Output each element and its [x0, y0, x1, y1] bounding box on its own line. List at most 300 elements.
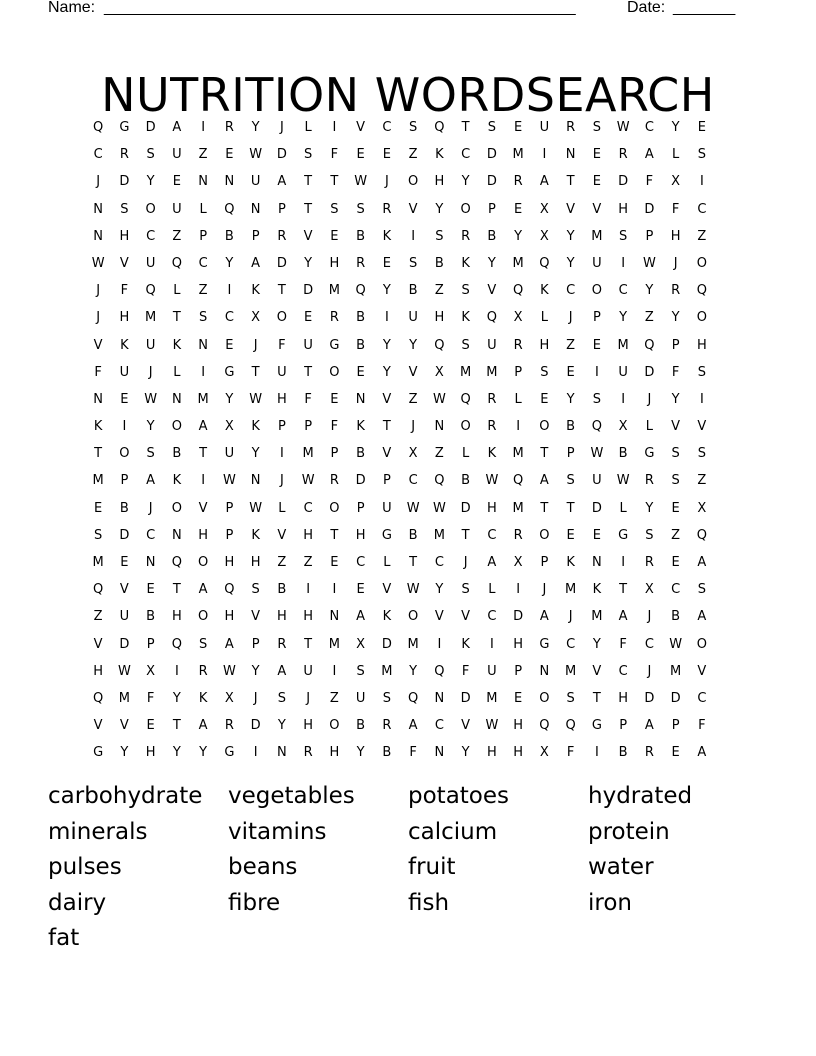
grid-cell: Q — [644, 337, 655, 353]
grid-cell: R — [329, 473, 339, 489]
grid-cell: F — [146, 690, 155, 706]
grid-cell: Q — [224, 201, 235, 217]
grid-cell: M — [670, 663, 682, 679]
grid-cell: S — [382, 690, 391, 706]
grid-cell: I — [699, 391, 704, 407]
grid-cell: M — [433, 527, 445, 543]
grid-cell: S — [540, 364, 549, 380]
grid-cell: P — [356, 500, 365, 516]
grid-cell: M — [145, 310, 157, 326]
grid-cell: O — [276, 310, 287, 326]
word-list — [48, 780, 768, 958]
grid-cell: S — [277, 690, 286, 706]
grid-cell: W — [249, 391, 263, 407]
grid-cell: S — [592, 391, 601, 407]
grid-cell: R — [382, 201, 392, 217]
grid-cell: V — [566, 201, 576, 217]
grid-cell: Z — [408, 147, 418, 163]
grid-cell: S — [461, 283, 470, 299]
grid-cell: K — [251, 527, 260, 543]
grid-cell: A — [408, 718, 418, 734]
grid-cell: U — [145, 337, 156, 353]
grid-cell: G — [329, 337, 340, 353]
grid-row — [85, 413, 733, 440]
grid-cell: G — [591, 718, 602, 734]
grid-cell: P — [671, 718, 680, 734]
grid-cell: R — [277, 636, 287, 652]
grid-row — [85, 359, 733, 386]
grid-cell: B — [356, 446, 366, 462]
grid-cell: J — [384, 174, 389, 190]
grid-cell: V — [697, 419, 707, 435]
grid-cell: X — [539, 201, 549, 217]
grid-cell: W — [406, 582, 420, 598]
grid-cell: O — [171, 500, 182, 516]
grid-cell: G — [93, 745, 104, 761]
grid-cell: C — [146, 228, 156, 244]
grid-cell: L — [672, 147, 680, 163]
grid-cell: N — [224, 174, 235, 190]
grid-cell: A — [644, 718, 654, 734]
grid-cell: J — [253, 690, 258, 706]
grid-cell: V — [93, 636, 103, 652]
grid-cell: V — [119, 255, 129, 271]
word-list-item: fibre — [228, 889, 281, 916]
grid-cell: T — [199, 446, 208, 462]
grid-cell: U — [277, 364, 287, 380]
grid-cell: B — [566, 419, 576, 435]
grid-cell: V — [198, 500, 208, 516]
grid-cell: K — [251, 283, 260, 299]
grid-cell: E — [592, 337, 601, 353]
grid-cell: H — [224, 555, 235, 570]
grid-cell: X — [513, 310, 523, 326]
grid-cell: Q — [696, 527, 707, 543]
grid-cell: C — [434, 555, 444, 570]
grid-cell: C — [671, 582, 681, 598]
grid-cell: N — [434, 419, 445, 435]
grid-cell: B — [277, 582, 287, 598]
grid-cell: V — [303, 228, 313, 244]
grid-cell: W — [354, 174, 368, 190]
grid-cell: Y — [199, 745, 208, 761]
grid-cell: E — [172, 174, 181, 190]
grid-cell: Y — [645, 500, 654, 516]
grid-cell: P — [330, 446, 339, 462]
grid-row — [85, 712, 733, 739]
grid-cell: V — [119, 582, 129, 598]
grid-cell: I — [227, 283, 232, 299]
grid-cell: T — [304, 636, 313, 652]
grid-cell: I — [516, 419, 521, 435]
grid-cell: A — [277, 663, 287, 679]
grid-row — [85, 277, 733, 304]
grid-cell: O — [539, 419, 550, 435]
grid-cell: Y — [435, 582, 444, 598]
grid-cell: Z — [198, 147, 208, 163]
grid-row — [85, 549, 733, 576]
grid-cell: V — [592, 663, 602, 679]
grid-cell: R — [356, 255, 366, 271]
grid-cell: Y — [461, 174, 470, 190]
grid-cell: E — [697, 120, 706, 135]
grid-cell: P — [251, 636, 260, 652]
grid-cell: J — [96, 174, 101, 190]
grid-cell: C — [566, 283, 576, 299]
grid-cell: N — [172, 391, 182, 407]
grid-cell: Q — [434, 120, 445, 135]
grid-cell: H — [145, 745, 156, 761]
grid-cell: Q — [434, 473, 445, 489]
grid-cell: H — [670, 228, 681, 244]
grid-cell: I — [332, 120, 337, 135]
grid-cell: N — [434, 690, 445, 706]
grid-cell: E — [356, 582, 365, 598]
grid-cell: E — [382, 147, 391, 163]
grid-cell: H — [513, 745, 524, 761]
word-list-item: fruit — [408, 854, 456, 880]
grid-cell: P — [514, 663, 523, 679]
grid-row — [85, 196, 733, 223]
word-list-item: fish — [408, 889, 450, 916]
grid-cell: S — [356, 201, 365, 217]
grid-cell: V — [697, 663, 707, 679]
grid-cell: M — [591, 228, 603, 244]
grid-cell: O — [171, 419, 182, 435]
grid-cell: I — [332, 663, 337, 679]
grid-cell: P — [199, 228, 208, 244]
grid-row — [85, 522, 733, 549]
grid-cell: O — [696, 310, 707, 326]
grid-cell: L — [173, 364, 181, 380]
grid-cell: H — [486, 500, 497, 516]
grid-cell: A — [644, 147, 654, 163]
grid-cell: M — [92, 473, 104, 489]
grid-cell: Y — [356, 745, 365, 761]
grid-cell: E — [514, 201, 523, 217]
grid-cell: H — [303, 609, 314, 625]
grid-cell: Y — [120, 745, 129, 761]
grid-cell: W — [616, 473, 630, 489]
grid-cell: A — [251, 255, 261, 271]
grid-cell: W — [432, 391, 446, 407]
grid-cell: A — [198, 419, 208, 435]
grid-cell: L — [462, 446, 470, 462]
grid-cell: D — [303, 283, 314, 299]
grid-cell: L — [383, 555, 391, 570]
word-list-item: dairy — [48, 889, 107, 916]
grid-cell: N — [145, 555, 156, 570]
grid-cell: Z — [303, 555, 313, 570]
grid-cell: K — [382, 609, 392, 625]
grid-cell: S — [697, 582, 706, 598]
grid-cell: W — [222, 473, 236, 489]
grid-cell: E — [330, 555, 339, 570]
grid-cell: S — [251, 582, 260, 598]
grid-cell: H — [224, 609, 235, 625]
grid-cell: D — [119, 174, 130, 190]
grid-cell: I — [594, 364, 599, 380]
grid-cell: P — [645, 228, 654, 244]
grid-cell: Q — [224, 582, 235, 598]
grid-cell: S — [120, 201, 129, 217]
grid-cell: Q — [93, 120, 104, 135]
grid-cell: T — [461, 527, 470, 543]
grid-row — [85, 576, 733, 603]
grid-cell: I — [306, 582, 311, 598]
grid-cell: B — [408, 527, 418, 543]
grid-cell: E — [566, 527, 575, 543]
grid-cell: A — [224, 636, 234, 652]
grid-cell: P — [146, 636, 155, 652]
grid-cell: M — [407, 636, 419, 652]
grid-cell: B — [172, 446, 182, 462]
grid-cell: R — [461, 228, 471, 244]
grid-cell: D — [591, 500, 602, 516]
grid-cell: Q — [539, 718, 550, 734]
grid-cell: C — [697, 201, 707, 217]
grid-cell: U — [618, 364, 628, 380]
grid-cell: K — [382, 228, 392, 244]
grid-cell: D — [644, 201, 655, 217]
grid-cell: D — [486, 174, 497, 190]
grid-row — [85, 304, 733, 331]
grid-cell: S — [408, 120, 418, 135]
grid-cell: H — [434, 174, 445, 190]
grid-cell: H — [434, 310, 445, 326]
grid-cell: Y — [172, 745, 181, 761]
grid-cell: U — [303, 337, 313, 353]
grid-cell: V — [382, 391, 392, 407]
grid-cell: Q — [434, 663, 445, 679]
grid-cell: T — [172, 310, 181, 326]
grid-cell: O — [198, 555, 209, 570]
grid-cell: T — [461, 120, 470, 135]
grid-cell: C — [461, 147, 471, 163]
grid-cell: L — [278, 500, 286, 516]
grid-cell: T — [592, 690, 601, 706]
grid-cell: S — [330, 201, 339, 217]
grid-cell: A — [539, 609, 549, 625]
grid-cell: Q — [513, 283, 524, 299]
grid-cell: H — [276, 609, 287, 625]
grid-cell: Y — [146, 419, 155, 435]
grid-cell: C — [566, 636, 576, 652]
word-list-item: fat — [48, 925, 80, 951]
grid-cell: K — [540, 283, 549, 299]
grid-cell: I — [621, 255, 626, 271]
grid-cell: Y — [487, 255, 496, 271]
grid-cell: X — [146, 663, 156, 679]
grid-cell: E — [94, 500, 103, 516]
grid-cell: H — [513, 718, 524, 734]
grid-cell: E — [225, 337, 234, 353]
grid-cell: B — [224, 228, 234, 244]
grid-cell: T — [277, 283, 286, 299]
grid-cell: V — [461, 609, 471, 625]
grid-cell: M — [512, 500, 524, 516]
grid-cell: Q — [355, 283, 366, 299]
word-list-item: potatoes — [408, 783, 510, 809]
grid-cell: Q — [171, 555, 182, 570]
grid-cell: T — [304, 201, 313, 217]
grid-cell: A — [277, 174, 287, 190]
grid-cell: O — [329, 364, 340, 380]
grid-cell: D — [644, 364, 655, 380]
grid-cell: N — [329, 609, 340, 625]
grid-cell: G — [644, 446, 655, 462]
grid-cell: Y — [251, 120, 260, 135]
grid-cell: Y — [592, 636, 601, 652]
grid-cell: S — [618, 228, 628, 244]
grid-cell: S — [356, 663, 365, 679]
grid-cell: H — [171, 609, 182, 625]
grid-cell: P — [487, 201, 496, 217]
grid-cell: T — [382, 419, 391, 435]
grid-cell: F — [330, 147, 339, 163]
grid-cell: O — [408, 609, 419, 625]
grid-cell: D — [250, 718, 261, 734]
grid-cell: S — [566, 690, 575, 706]
grid-cell: D — [119, 527, 130, 543]
page-title: NUTRITION WORDSEARCH — [101, 67, 715, 122]
grid-cell: Z — [697, 473, 707, 489]
grid-cell: T — [172, 718, 181, 734]
date-field-blank: _______ — [673, 0, 736, 16]
grid-cell: S — [198, 636, 208, 652]
grid-cell: M — [381, 663, 393, 679]
grid-cell: R — [566, 120, 576, 135]
grid-cell: Y — [514, 228, 523, 244]
grid-cell: W — [222, 663, 236, 679]
grid-cell: S — [435, 228, 444, 244]
grid-cell: P — [671, 337, 680, 353]
grid-cell: M — [118, 690, 130, 706]
grid-cell: R — [329, 310, 339, 326]
grid-cell: Z — [697, 228, 707, 244]
grid-cell: X — [539, 745, 549, 761]
grid-cell: I — [411, 228, 416, 244]
grid-cell: R — [198, 663, 208, 679]
grid-cell: E — [304, 310, 313, 326]
grid-cell: E — [225, 147, 234, 163]
grid-cell: R — [119, 147, 129, 163]
grid-cell: G — [618, 527, 629, 543]
grid-cell: G — [224, 745, 235, 761]
grid-cell: H — [276, 391, 287, 407]
grid-cell: N — [434, 745, 445, 761]
grid-cell: R — [513, 337, 523, 353]
grid-cell: V — [356, 120, 366, 135]
grid-cell: J — [148, 364, 153, 380]
grid-cell: H — [539, 337, 550, 353]
grid-cell: M — [565, 663, 577, 679]
grid-cell: O — [539, 527, 550, 543]
grid-cell: E — [356, 147, 365, 163]
grid-cell: Y — [566, 228, 575, 244]
grid-cell: B — [119, 500, 129, 516]
grid-cell: Y — [251, 446, 260, 462]
grid-cell: W — [249, 500, 263, 516]
grid-cell: C — [644, 636, 654, 652]
grid-cell: E — [120, 555, 129, 570]
grid-cell: I — [201, 364, 206, 380]
grid-cell: Y — [435, 201, 444, 217]
grid-cell: O — [696, 255, 707, 271]
grid-cell: D — [276, 147, 287, 163]
grid-cell: F — [461, 663, 470, 679]
grid-row — [85, 250, 733, 277]
grid-cell: B — [356, 228, 366, 244]
grid-cell: M — [460, 364, 472, 380]
grid-cell: I — [542, 147, 547, 163]
grid-cell: U — [145, 255, 156, 271]
grid-row — [85, 739, 733, 766]
grid-cell: J — [542, 582, 547, 598]
grid-cell: R — [644, 473, 654, 489]
grid-cell: H — [486, 745, 497, 761]
grid-cell: Q — [93, 582, 104, 598]
grid-cell: M — [617, 337, 629, 353]
grid-cell: S — [93, 527, 103, 543]
grid-cell: T — [94, 446, 103, 462]
grid-row — [85, 332, 733, 359]
grid-row — [85, 440, 733, 467]
grid-cell: T — [619, 582, 628, 598]
grid-cell: M — [197, 391, 209, 407]
grid-row — [85, 495, 733, 522]
grid-cell: O — [198, 609, 209, 625]
grid-cell: F — [304, 391, 312, 407]
grid-cell: R — [618, 147, 628, 163]
grid-cell: K — [93, 419, 103, 435]
grid-cell: U — [303, 663, 313, 679]
grid-cell: N — [250, 201, 261, 217]
grid-cell: V — [434, 609, 444, 625]
grid-cell: Y — [251, 663, 260, 679]
grid-cell: V — [408, 201, 418, 217]
grid-cell: K — [461, 255, 470, 271]
grid-cell: J — [568, 310, 573, 326]
grid-cell: S — [146, 446, 155, 462]
grid-cell: H — [329, 745, 340, 761]
grid-cell: M — [302, 446, 314, 462]
date-label: Date: — [627, 0, 666, 16]
grid-cell: H — [329, 255, 340, 271]
grid-row — [85, 631, 733, 658]
grid-cell: C — [434, 718, 444, 734]
grid-cell: D — [513, 609, 524, 625]
grid-cell: I — [384, 310, 389, 326]
grid-cell: E — [382, 255, 391, 271]
grid-cell: Z — [566, 337, 576, 353]
grid-cell: M — [512, 255, 524, 271]
grid-cell: Z — [434, 446, 444, 462]
grid-cell: X — [224, 419, 234, 435]
grid-cell: D — [460, 690, 471, 706]
grid-cell: E — [514, 690, 523, 706]
grid-cell: V — [408, 364, 418, 380]
grid-cell: S — [671, 473, 680, 489]
grid-cell: L — [514, 391, 522, 407]
grid-cell: Y — [409, 663, 418, 679]
grid-row — [85, 168, 733, 195]
grid-cell: D — [119, 636, 130, 652]
grid-cell: O — [145, 201, 156, 217]
grid-cell: J — [148, 500, 153, 516]
grid-cell: Y — [619, 310, 628, 326]
grid-cell: G — [119, 120, 130, 135]
